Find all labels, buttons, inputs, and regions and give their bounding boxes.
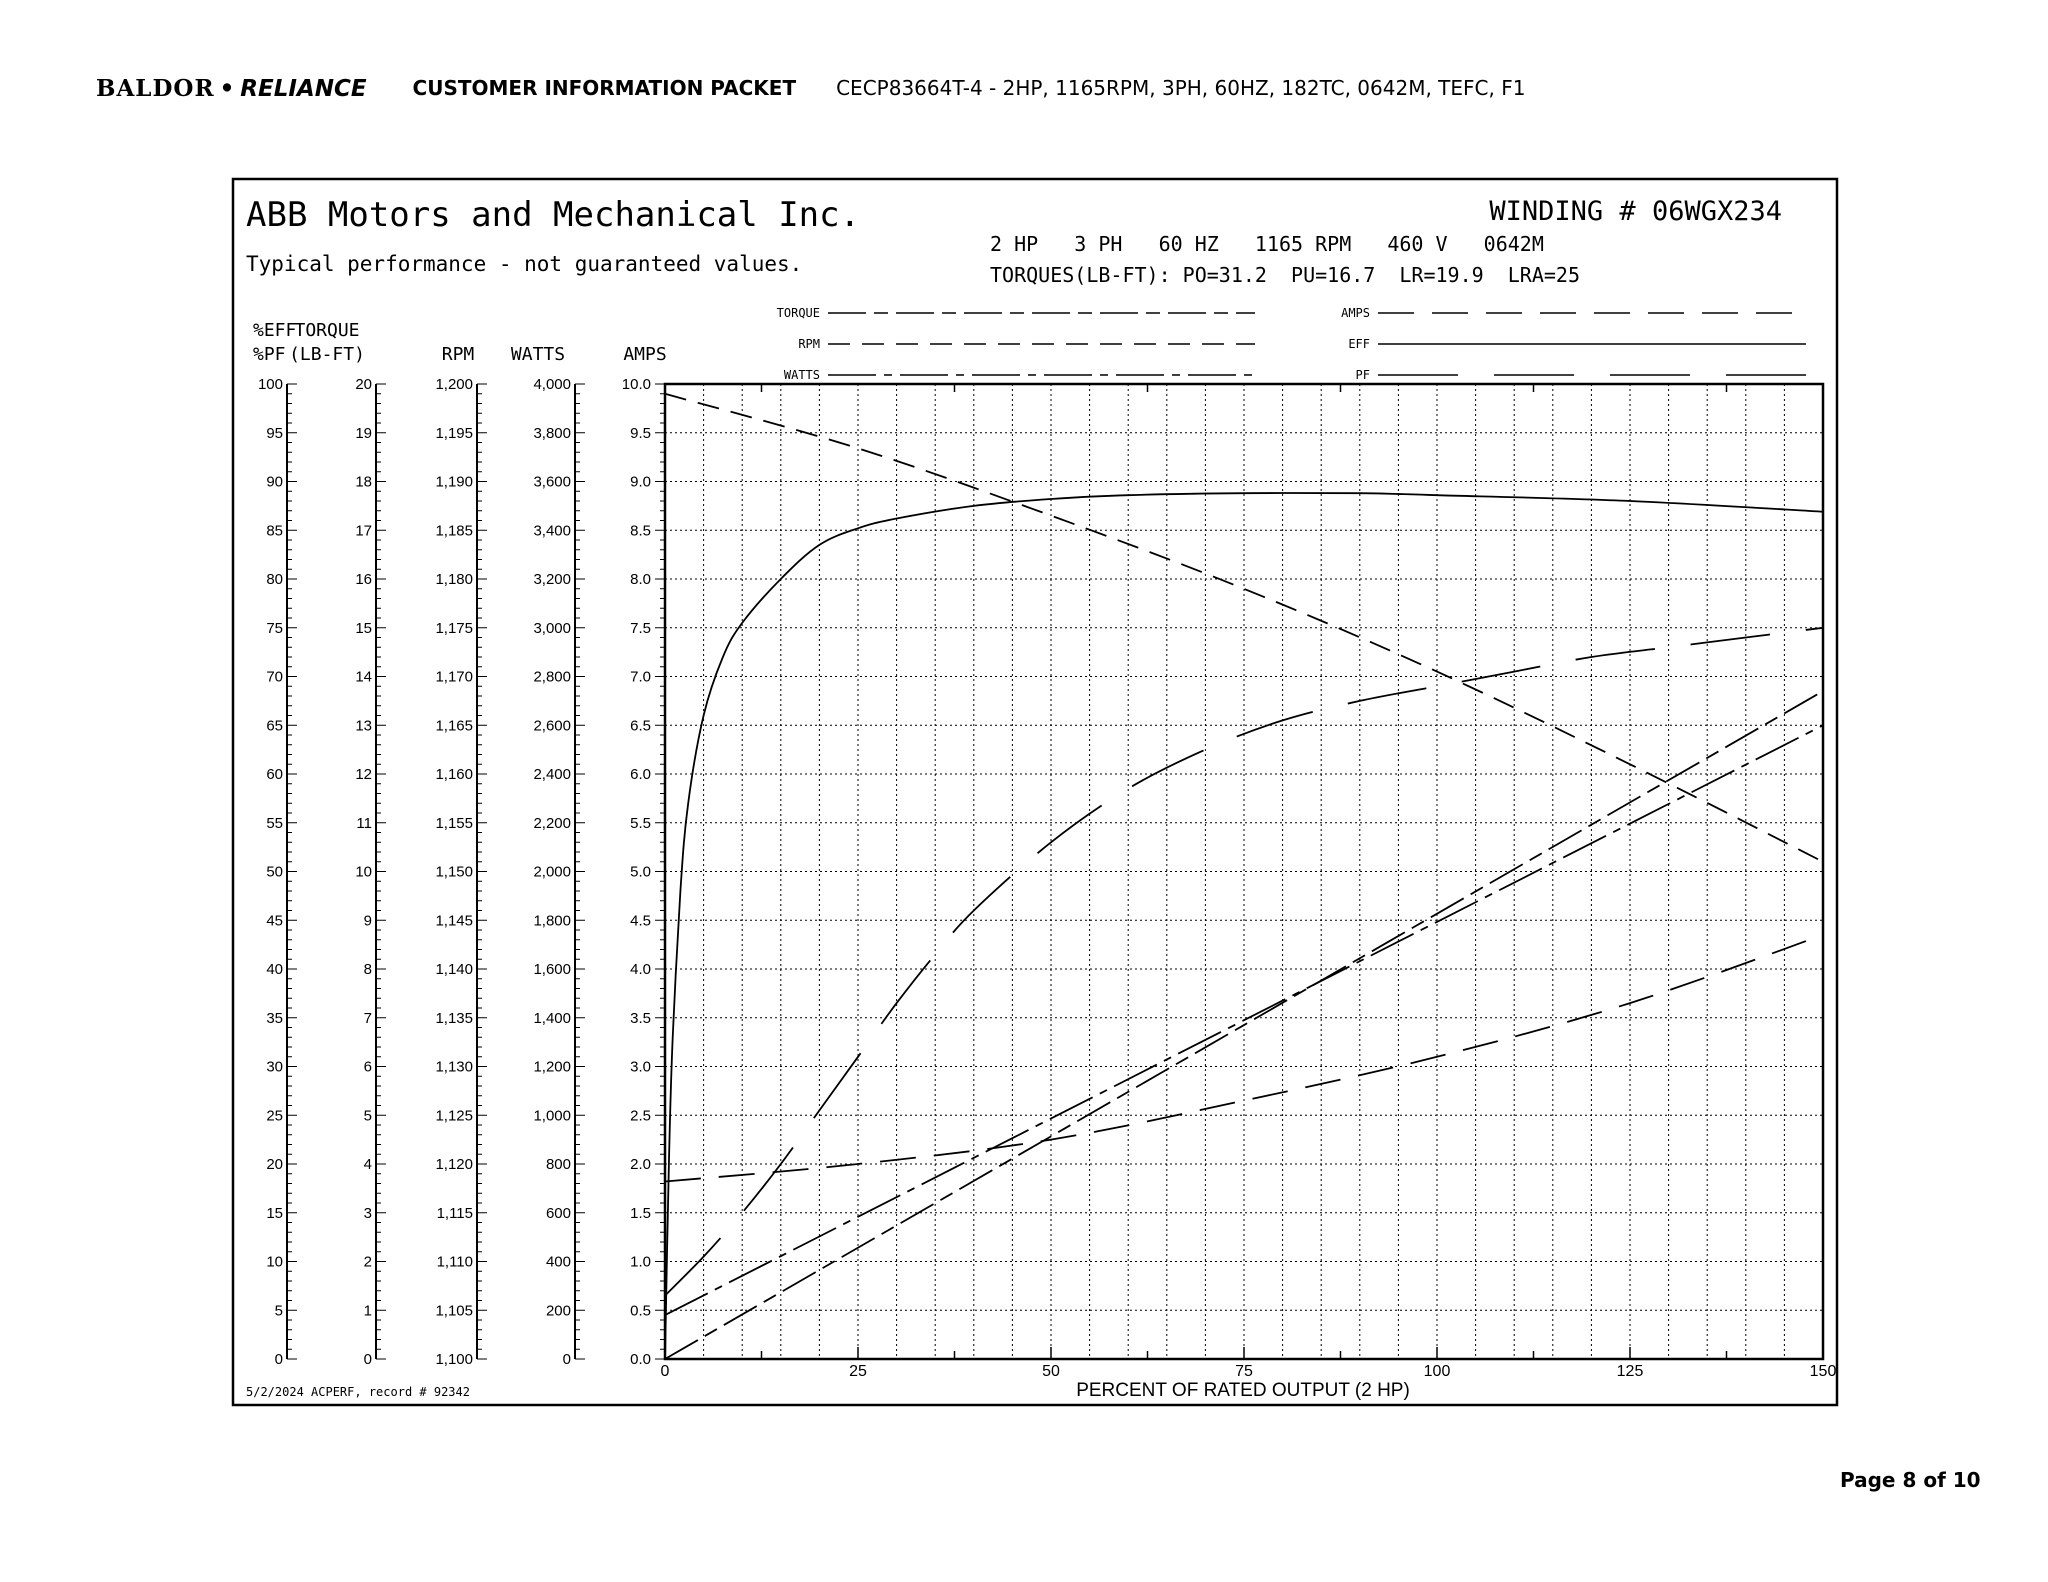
- logo-baldor-text: BALDOR: [96, 74, 215, 102]
- scale-tick-label: 8: [363, 961, 372, 978]
- scale-tick-label: 20: [355, 376, 372, 393]
- scale-tick-label: 2,800: [533, 668, 571, 686]
- scale-tick-label: 1,185: [435, 522, 473, 540]
- scale-tick-label: 60: [266, 766, 283, 783]
- scale-tick-label: 3,000: [533, 619, 571, 637]
- scale-tick-label: 5.5: [630, 814, 651, 832]
- x-tick-label: 50: [1042, 1363, 1060, 1380]
- axis-header: %EFF: [253, 320, 297, 341]
- scale-tick-label: 6.0: [630, 766, 651, 783]
- motor-model-description: CECP83664T-4 - 2HP, 1165RPM, 3PH, 60HZ, 182TC, 0642M, TEFC, F1: [836, 76, 1526, 100]
- scale-tick-label: 4.0: [630, 961, 651, 978]
- scale-tick-label: 19: [355, 424, 372, 442]
- scale-tick-label: 5: [274, 1302, 283, 1320]
- scale-tick-label: 2,600: [533, 717, 571, 735]
- scale-tick-label: 1,120: [435, 1156, 473, 1173]
- scale-tick-label: 1,000: [533, 1107, 571, 1125]
- scale-tick-label: 1,170: [435, 668, 473, 686]
- scale-tick-label: 3: [363, 1204, 372, 1222]
- page-number: Page 8 of 10: [1840, 1468, 1981, 1492]
- scale-tick-label: 10: [266, 1253, 283, 1271]
- scale-tick-label: 40: [266, 961, 283, 978]
- axis-header: TORQUE: [294, 320, 360, 341]
- chart-legend: [777, 306, 1806, 382]
- scale-tick-label: 5.0: [630, 863, 651, 881]
- scale-tick-label: 2: [363, 1253, 372, 1271]
- scale-tick-label: 9.0: [630, 473, 651, 491]
- scale-tick-label: 1,200: [533, 1058, 571, 1076]
- torque-values: TORQUES(LB-FT): PO=31.2 PU=16.7 LR=19.9 LRA=25: [990, 263, 1581, 287]
- scale-tick-label: 2.5: [630, 1107, 651, 1125]
- legend-label: RPM: [798, 337, 820, 351]
- scale-tick-label: 1,800: [533, 912, 571, 930]
- axis-header: %PF: [253, 344, 286, 365]
- x-tick-label: 25: [849, 1363, 867, 1380]
- scale-tick-label: 30: [266, 1058, 283, 1076]
- scale-tick-label: 0: [562, 1351, 571, 1368]
- scale-tick-label: 200: [545, 1302, 571, 1320]
- scale-tick-label: 15: [355, 619, 372, 637]
- scale-tick-label: 65: [266, 717, 283, 735]
- motor-specs: 2 HP 3 PH 60 HZ 1165 RPM 460 V 0642M: [990, 232, 1544, 256]
- x-tick-label: 100: [1423, 1363, 1451, 1380]
- legend-label: WATTS: [783, 368, 820, 382]
- scale-tick-label: 1,175: [435, 619, 473, 637]
- scale-tick-label: 17: [355, 522, 372, 540]
- scale-tick-label: 1,135: [435, 1009, 473, 1027]
- scale-tick-label: 0: [363, 1351, 372, 1368]
- axis-header: (LB-FT): [289, 344, 365, 365]
- legend-label: AMPS: [1341, 306, 1370, 320]
- scale-tick-label: 0.5: [630, 1302, 651, 1320]
- scale-tick-label: 18: [355, 473, 372, 491]
- scale-tick-label: 70: [266, 668, 283, 686]
- scale-tick-label: 20: [266, 1156, 283, 1173]
- scale-tick-label: 10: [355, 863, 372, 881]
- scale-tick-label: 14: [355, 668, 372, 686]
- scale-tick-label: 4,000: [533, 376, 571, 393]
- logo-reliance-text: RELIANCE: [240, 75, 367, 102]
- scale-tick-label: 3,600: [533, 473, 571, 491]
- scale-tick-label: 1,140: [435, 961, 473, 978]
- x-axis: [661, 1347, 1837, 1380]
- scale-tick-label: 1,195: [435, 424, 473, 442]
- scale-tick-label: 4.5: [630, 912, 651, 930]
- axis-header: AMPS: [623, 344, 667, 365]
- scale-tick-label: 1,130: [435, 1058, 473, 1076]
- scale-tick-label: 1,400: [533, 1009, 571, 1027]
- scale-tick-label: 3,200: [533, 571, 571, 588]
- scale-tick-label: 7.5: [630, 619, 651, 637]
- axis-header: RPM: [441, 344, 475, 365]
- legend-label: EFF: [1348, 337, 1370, 351]
- chart-subtitle: Typical performance - not guaranteed values.: [246, 252, 803, 276]
- chart-footer-record: 5/2/2024 ACPERF, record # 92342: [246, 1385, 470, 1399]
- scale-tick-label: 11: [356, 814, 372, 832]
- scale-tick-label: 10.0: [621, 376, 651, 393]
- scale-tick-label: 100: [257, 376, 283, 393]
- scale-tick-label: 600: [545, 1204, 571, 1222]
- scale-tick-label: 1,180: [435, 571, 473, 588]
- scale-tick-label: 1,160: [435, 766, 473, 783]
- scale-tick-label: 75: [266, 619, 283, 637]
- scale-tick-label: 12: [355, 766, 372, 783]
- scale-tick-label: 80: [266, 571, 283, 588]
- scale-tick-label: 4: [363, 1156, 372, 1173]
- scale-tick-label: 8.0: [630, 571, 651, 588]
- scale-tick-label: 1,150: [435, 863, 473, 881]
- scale-tick-label: 45: [266, 912, 283, 930]
- scale-tick-label: 15: [266, 1204, 283, 1222]
- scale-tick-label: 6: [363, 1058, 372, 1076]
- logo-separator: •: [219, 74, 236, 102]
- scale-tick-label: 1,600: [533, 961, 571, 978]
- scale-tick-label: 3,800: [533, 424, 571, 442]
- scale-tick-label: 3.0: [630, 1058, 651, 1076]
- scale-tick-label: 2,400: [533, 766, 571, 783]
- value-scales: [258, 376, 665, 1368]
- series-watts-curve: [665, 725, 1823, 1315]
- axis-headers: [253, 320, 667, 365]
- scale-tick-label: 400: [545, 1253, 571, 1271]
- scale-tick-label: 55: [266, 814, 283, 832]
- scale-tick-label: 0: [274, 1351, 283, 1368]
- x-tick-label: 0: [660, 1363, 670, 1380]
- scale-tick-label: 1,165: [435, 717, 473, 735]
- scale-tick-label: 1,100: [435, 1351, 473, 1368]
- scale-tick-label: 8.5: [630, 522, 651, 540]
- scale-tick-label: 1,110: [436, 1253, 473, 1271]
- company-name: ABB Motors and Mechanical Inc.: [246, 195, 861, 235]
- scale-tick-label: 2.0: [630, 1156, 651, 1173]
- winding-number: WINDING # 06WGX234: [1489, 196, 1782, 227]
- scale-tick-label: 9.5: [630, 424, 651, 442]
- x-tick-label: 125: [1616, 1363, 1644, 1380]
- scale-tick-label: 25: [266, 1107, 283, 1125]
- scale-tick-label: 7: [363, 1009, 372, 1027]
- scale-tick-label: 800: [545, 1156, 571, 1173]
- series-torque-curve: [665, 691, 1823, 1359]
- scale-tick-label: 7.0: [630, 668, 651, 686]
- scale-tick-label: 5: [363, 1107, 372, 1125]
- x-axis-title: PERCENT OF RATED OUTPUT (2 HP): [1076, 1380, 1410, 1401]
- document-title: CUSTOMER INFORMATION PACKET: [412, 76, 797, 100]
- x-tick-label: 150: [1809, 1363, 1837, 1380]
- axis-header: WATTS: [510, 344, 566, 365]
- scale-tick-label: 35: [266, 1009, 283, 1027]
- x-tick-label: 75: [1235, 1363, 1253, 1380]
- scale-tick-label: 3,400: [533, 522, 571, 540]
- scale-tick-label: 1,115: [436, 1204, 473, 1222]
- scale-tick-label: 1.0: [630, 1253, 651, 1271]
- scale-tick-label: 3.5: [630, 1009, 651, 1027]
- scale-tick-label: 1.5: [630, 1204, 651, 1222]
- scale-tick-label: 1,145: [435, 912, 473, 930]
- scale-tick-label: 1,155: [435, 814, 473, 832]
- plot-grid: [665, 384, 1823, 1359]
- scale-tick-label: 1,190: [435, 473, 473, 491]
- scale-tick-label: 95: [266, 424, 283, 442]
- scale-tick-label: 1,125: [435, 1107, 473, 1125]
- scale-tick-label: 85: [266, 522, 283, 540]
- scale-tick-label: 13: [355, 717, 372, 735]
- scale-tick-label: 1: [363, 1302, 372, 1320]
- scale-tick-label: 16: [355, 571, 372, 588]
- scale-tick-label: 9: [363, 912, 372, 930]
- scale-tick-label: 90: [266, 473, 283, 491]
- legend-label: PF: [1355, 368, 1370, 382]
- scale-tick-label: 1,105: [435, 1302, 473, 1320]
- scale-tick-label: 6.5: [630, 717, 651, 735]
- scale-tick-label: 1,200: [435, 376, 473, 393]
- scale-tick-label: 2,200: [533, 814, 571, 832]
- scale-tick-label: 0.0: [630, 1351, 651, 1368]
- scale-tick-label: 50: [266, 863, 283, 881]
- legend-label: TORQUE: [776, 306, 820, 320]
- scale-tick-label: 2,000: [533, 863, 571, 881]
